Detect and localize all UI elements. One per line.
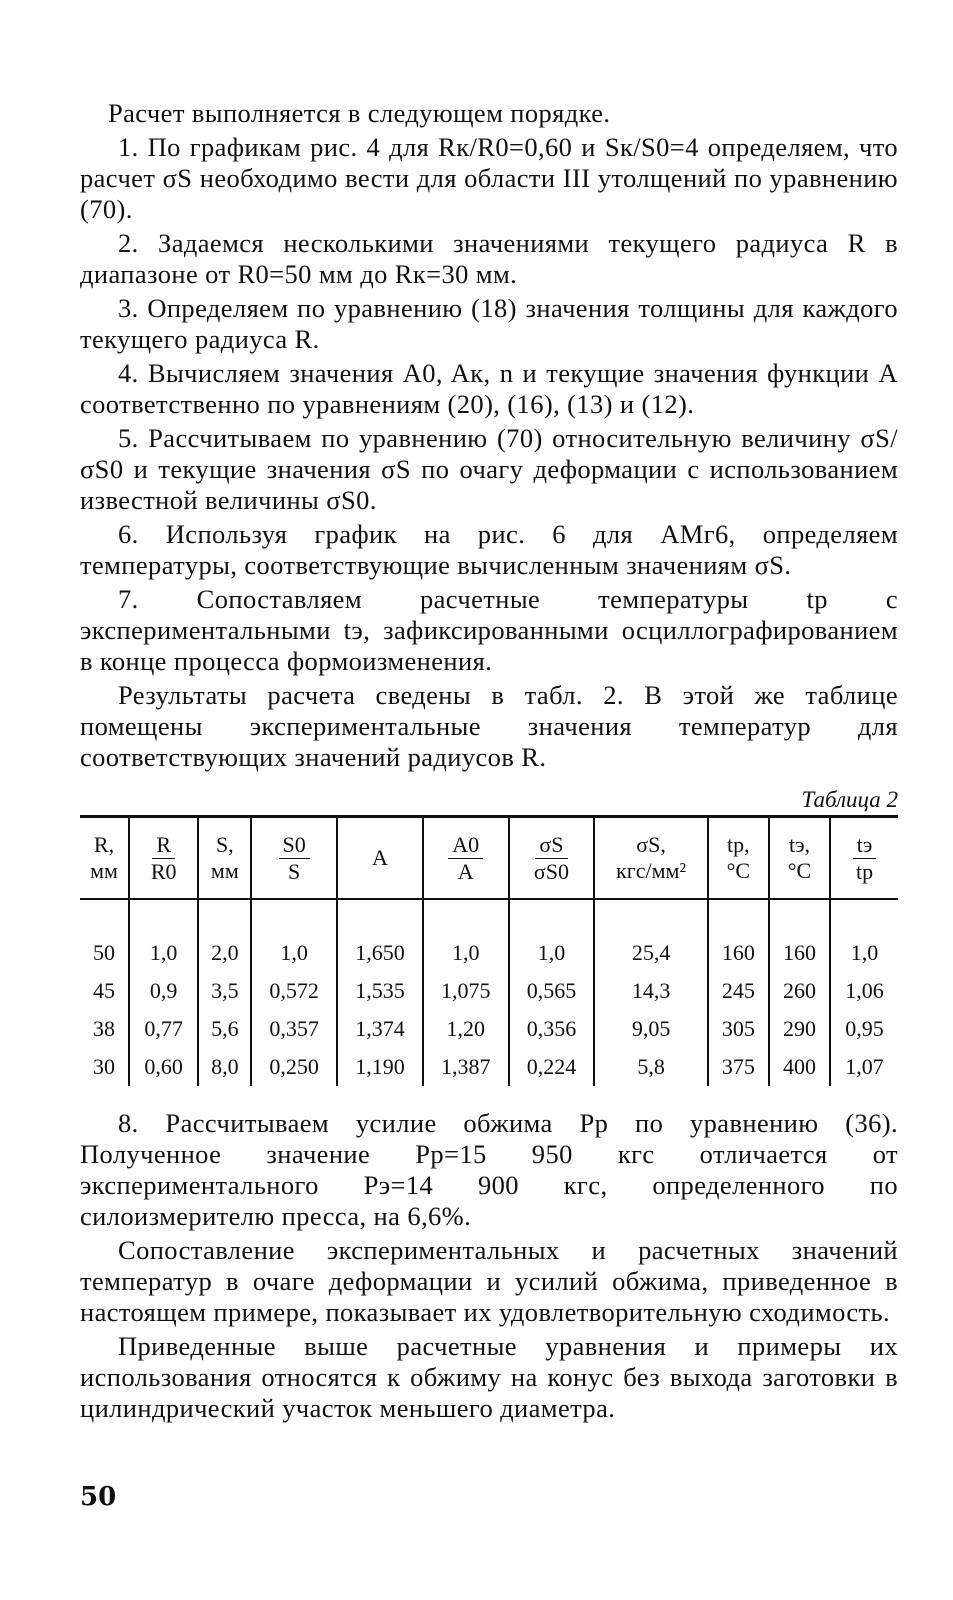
header-thickness-ratio: $\frac{S0}{S}$	[251, 817, 337, 900]
paragraph-step-6: 6. Используя график на рис. 6 для АМг6, определяем температуры, соответствующие вычисленным значениям σS.	[80, 519, 898, 580]
table-header-row	[80, 817, 898, 900]
results-table	[80, 815, 898, 1086]
table-row: 30 0,60 8,0 0,250 1,190 1,387 0,224 5,8 375 400 1,07	[80, 1048, 898, 1086]
header-temp-exp: tэ, °C	[769, 817, 830, 900]
table-row: 38 0,77 5,6 0,357 1,374 1,20 0,356 9,05 305 290 0,95	[80, 1010, 898, 1048]
paragraph-step-4: 4. Вычисляем значения A0, Aк, n и текущие значения функции A соответственно по уравнениям (20), (16), (13) и (12).	[80, 358, 898, 419]
header-stress-ratio: $\frac{\sigma S}{\sigma S0}$	[509, 817, 595, 900]
paragraph-step-1: 1. По графикам рис. 4 для Rк/R0=0,60 и Sк/S0=4 определяем, что расчет σS необходимо вести для области III утолщений по уравнению (70).	[80, 132, 898, 224]
paragraph-step-7: 7. Сопоставляем расчетные температуры tр с экспериментальными tэ, зафиксированными осциллографированием в конце процесса формоизменения.	[80, 584, 898, 676]
paragraph-intro: Расчет выполняется в следующем порядке.	[108, 98, 611, 128]
results-table-wrapper	[80, 815, 898, 1086]
paragraph-comparison: Сопоставление экспериментальных и расчетных значений температур в очаге деформации и усилий обжима, приведенное в настоящем примере, показывает их удовлетворительную сходимость.	[80, 1235, 898, 1327]
paragraph-step-3: 3. Определяем по уравнению (18) значения толщины для каждого текущего радиуса R.	[80, 293, 898, 354]
table-spacer-row	[80, 899, 898, 934]
paragraph-step-5: 5. Рассчитываем по уравнению (70) относительную величину σS/σS0 и текущие значения σS по очагу деформации с использованием известной величины σS0.	[80, 423, 898, 515]
paragraph-conclusion: Приведенные выше расчетные уравнения и примеры их использования относятся к обжиму на конус без выхода заготовки в цилиндрический участок меньшего диаметра.	[80, 1331, 898, 1423]
header-a: A	[337, 817, 423, 900]
header-stress: σS, кгс/мм²	[594, 817, 707, 900]
header-a-ratio: $\frac{A0}{A}$	[423, 817, 509, 900]
table-row: 50 1,0 2,0 1,0 1,650 1,0 1,0 25,4 160 160 1,0	[80, 934, 898, 972]
header-radius: R, мм	[80, 817, 129, 900]
page-body	[80, 98, 898, 1427]
paragraph-results: Результаты расчета сведены в табл. 2. В этой же таблице помещены экспериментальные значения температур для соответствующих значений радиусов R.	[80, 680, 898, 772]
table-row: 45 0,9 3,5 0,572 1,535 1,075 0,565 14,3 245 260 1,06	[80, 972, 898, 1010]
table-caption: Таблица 2	[801, 787, 898, 812]
page-number: 50	[80, 1482, 117, 1512]
header-temp-ratio: $\frac{tэ}{tр}$	[830, 817, 898, 900]
paragraph-step-2: 2. Задаемся несколькими значениями текущего радиуса R в диапазоне от R0=50 мм до Rк=30 мм.	[80, 228, 898, 289]
header-thickness: S, мм	[198, 817, 251, 900]
header-radius-ratio: $\frac{R}{R0}$	[129, 817, 198, 900]
header-temp-calc: tр, °C	[708, 817, 769, 900]
paragraph-step-8: 8. Рассчитываем усилие обжима Pр по уравнению (36). Полученное значение Pр=15 950 кгс отличается от экспериментального Pэ=14 900 кгс, определенного по силоизмерителю пресса, на 6,6%.	[80, 1108, 898, 1231]
